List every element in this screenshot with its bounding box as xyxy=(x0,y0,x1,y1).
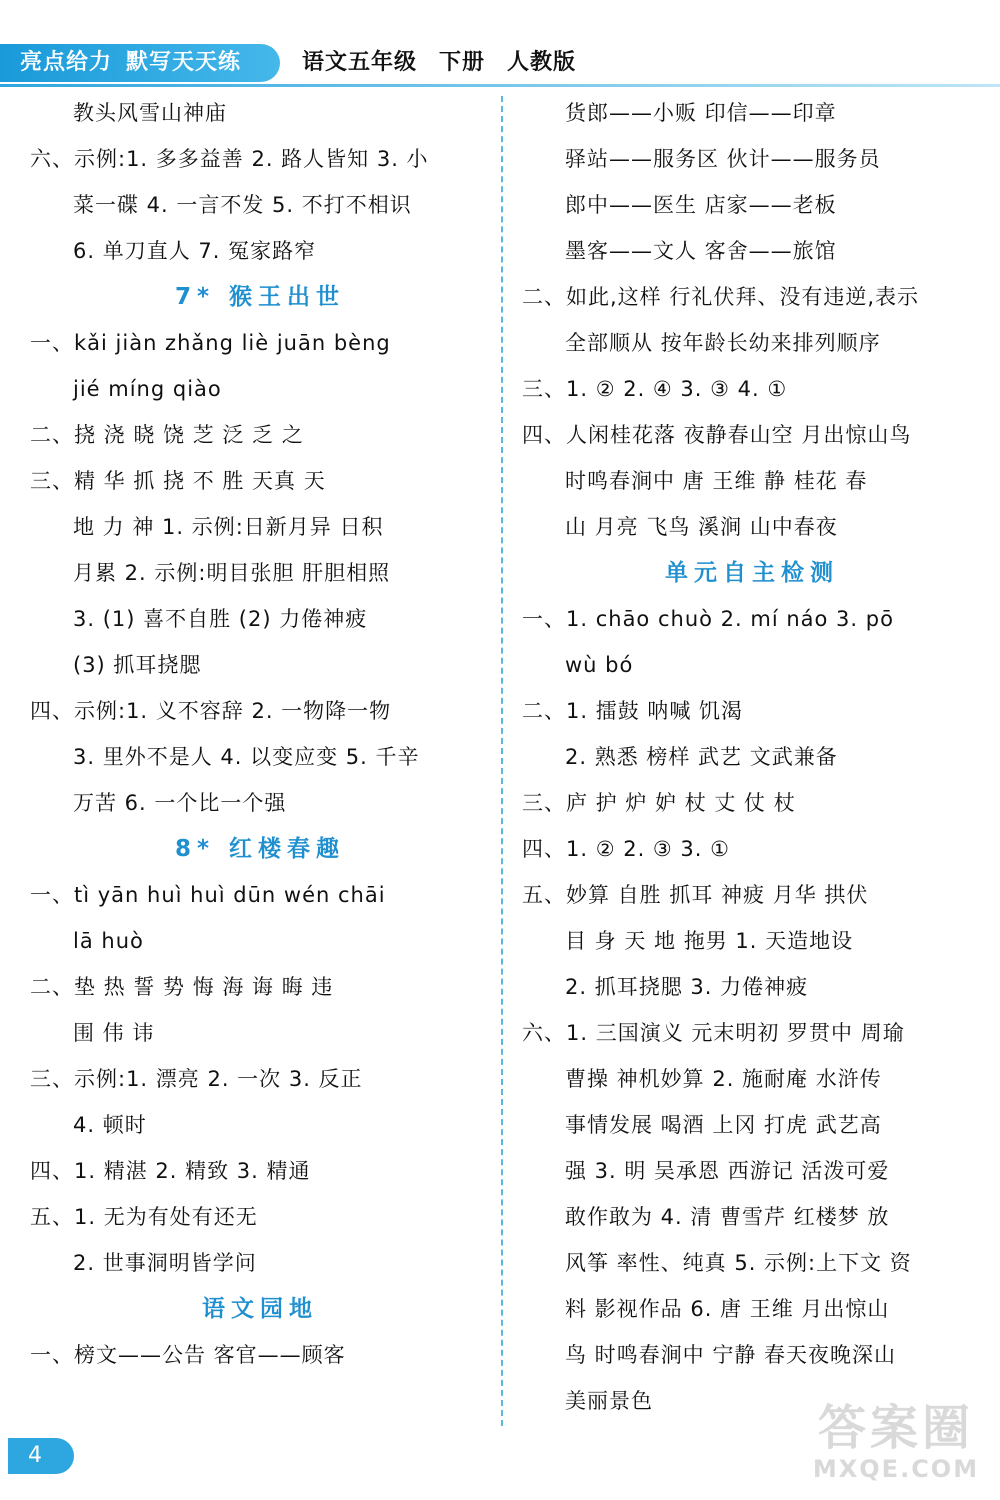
answer-line: 货郎——小贩 印信——印章 xyxy=(565,101,837,125)
answer-line: 二、1. 擂鼓 呐喊 饥渴 xyxy=(522,699,744,723)
answer-line: lā huò xyxy=(73,929,144,953)
answer-line: 地 力 神 1. 示例:日新月异 日积 xyxy=(73,515,384,539)
book-title xyxy=(302,46,598,80)
series-badge xyxy=(0,44,280,82)
lesson-title: 8* 红楼春趣 xyxy=(174,836,346,862)
answer-line: 驿站——服务区 伙计——服务员 xyxy=(565,147,881,171)
answer-line: 三、精 华 抓 挠 不 胜 天真 天 xyxy=(30,469,326,493)
answer-line: 菜一碟 4. 一言不发 5. 不打不相识 xyxy=(73,193,412,217)
right-column xyxy=(522,90,982,1424)
answer-line: wù bó xyxy=(565,653,634,677)
answer-line: 教头风雪山神庙 xyxy=(73,101,227,125)
answer-line: 全部顺从 按年龄长幼来排列顺序 xyxy=(565,331,881,355)
answer-line: 四、示例:1. 义不容辞 2. 一物降一物 xyxy=(30,699,392,723)
watermark-url: MXQE.COM xyxy=(812,1455,980,1483)
series-name: 默写天天练 xyxy=(126,50,242,75)
lesson-title: 7* 猴王出世 xyxy=(174,284,346,310)
answer-line: 4. 顿时 xyxy=(73,1113,147,1137)
answer-line: 二、挠 浇 晓 饶 芝 泛 乏 之 xyxy=(30,423,304,447)
column-divider xyxy=(501,96,503,1426)
answer-line: 二、垫 热 誓 势 悔 海 诲 晦 违 xyxy=(30,975,334,999)
book-publisher: 人教版 xyxy=(507,50,577,75)
answer-line: 月累 2. 示例:明目张胆 肝胆相照 xyxy=(73,561,391,585)
answer-line: 四、1. 精湛 2. 精致 3. 精通 xyxy=(30,1159,311,1183)
answer-line: 三、1. ② 2. ④ 3. ③ 4. ① xyxy=(522,377,788,401)
answer-line: 五、1. 无为有处有还无 xyxy=(30,1205,258,1229)
section-title: 单元自主检测 xyxy=(665,560,839,586)
header-rule xyxy=(0,84,1000,87)
answer-line: 山 月亮 飞鸟 溪涧 山中春夜 xyxy=(565,515,838,539)
answer-line: 五、妙算 自胜 抓耳 神疲 月华 拱伏 xyxy=(522,883,869,907)
answer-line: 鸟 时鸣春涧中 宁静 春天夜晚深山 xyxy=(565,1343,897,1367)
answer-line: 四、1. ② 2. ③ 3. ① xyxy=(522,837,730,861)
page-number: 4 xyxy=(8,1438,74,1474)
answer-line: 事情发展 喝酒 上冈 打虎 武艺高 xyxy=(565,1113,882,1137)
series-brand: 亮点给力 xyxy=(20,50,113,75)
answer-line: 强 3. 明 吴承恩 西游记 活泼可爱 xyxy=(565,1159,890,1183)
answer-line: 美丽景色 xyxy=(565,1389,653,1413)
answer-line: 一、tì yān huì huì dūn wén chāi xyxy=(30,883,386,907)
answer-line: 风筝 率性、纯真 5. 示例:上下文 资 xyxy=(565,1251,912,1275)
answer-line: 三、庐 护 炉 妒 杖 丈 仗 杖 xyxy=(522,791,796,815)
answer-line: 敢作敢为 4. 清 曹雪芹 红楼梦 放 xyxy=(565,1205,890,1229)
answer-line: 曹操 神机妙算 2. 施耐庵 水浒传 xyxy=(565,1067,882,1091)
answer-line: 3. (1) 喜不自胜 (2) 力倦神疲 xyxy=(73,607,368,631)
answer-line: 2. 熟悉 榜样 武艺 文武兼备 xyxy=(565,745,838,769)
answer-line: 2. 抓耳挠腮 3. 力倦神疲 xyxy=(565,975,809,999)
watermark-text: 答案圈 xyxy=(817,1400,974,1456)
answer-line: jié míng qiào xyxy=(73,377,222,401)
answer-line: 郎中——医生 店家——老板 xyxy=(565,193,837,217)
answer-line: 墨客——文人 客舍——旅馆 xyxy=(565,239,837,263)
answer-line: 目 身 天 地 拖男 1. 天造地设 xyxy=(565,929,854,953)
answer-line: 3. 里外不是人 4. 以变应变 5. 千辛 xyxy=(73,745,420,769)
left-column xyxy=(30,90,490,1378)
watermark-logo xyxy=(806,1402,986,1494)
answer-line: 六、1. 三国演义 元末明初 罗贯中 周瑜 xyxy=(522,1021,905,1045)
answer-line: 一、榜文——公告 客官——顾客 xyxy=(30,1343,346,1367)
answer-line: 2. 世事洞明皆学问 xyxy=(73,1251,257,1275)
book-subject: 语文五年级 xyxy=(302,50,418,75)
answer-line: 围 伟 讳 xyxy=(73,1021,155,1045)
answer-line: (3) 抓耳挠腮 xyxy=(73,653,202,677)
answer-line: 三、示例:1. 漂亮 2. 一次 3. 反正 xyxy=(30,1067,363,1091)
answer-line: 万苦 6. 一个比一个强 xyxy=(73,791,287,815)
answer-line: 6. 单刀直人 7. 冤家路窄 xyxy=(73,239,317,263)
answer-line: 一、kǎi jiàn zhǎng liè juān bèng xyxy=(30,331,391,355)
answer-line: 一、1. chāo chuò 2. mí náo 3. pō xyxy=(522,607,894,631)
answer-line: 二、如此,这样 行礼伏拜、没有违逆,表示 xyxy=(522,285,920,309)
answer-line: 料 影视作品 6. 唐 王维 月出惊山 xyxy=(565,1297,890,1321)
answer-line: 六、示例:1. 多多益善 2. 路人皆知 3. 小 xyxy=(30,147,429,171)
page-header xyxy=(0,0,1000,92)
section-title: 语文园地 xyxy=(202,1296,318,1322)
book-volume: 下册 xyxy=(439,50,486,75)
answer-line: 四、人闲桂花落 夜静春山空 月出惊山鸟 xyxy=(522,423,912,447)
answer-line: 时鸣春涧中 唐 王维 静 桂花 春 xyxy=(565,469,868,493)
